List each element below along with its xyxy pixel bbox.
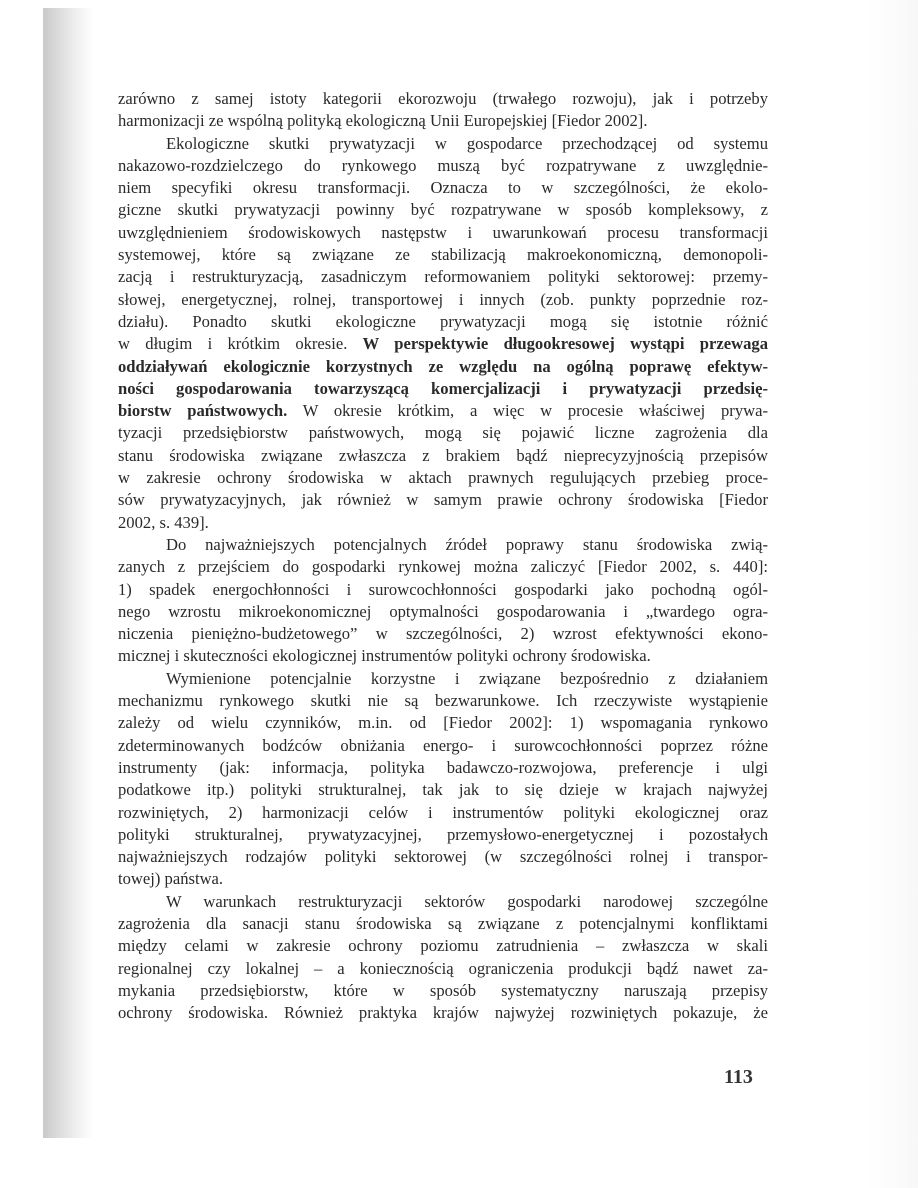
line-text: niczenia pieniężno-budżetowego” w szczególności, 2) wzrost efektywności ekono-	[118, 624, 768, 644]
line-text: W warunkach restrukturyzacji sektorów gospodarki narodowej szczególne	[166, 891, 768, 911]
text-line	[118, 110, 768, 132]
line-text: najważniejszych rodzajów polityki sektorowej (w szczególności rolnej i transpor-	[118, 847, 768, 867]
paragraph	[118, 668, 768, 891]
text-line	[118, 199, 768, 221]
text-line	[118, 645, 768, 667]
text-line	[118, 356, 768, 378]
text-line	[118, 289, 768, 311]
line-text: nego wzrostu mikroekonomicznej optymalności gospodarowania i „twardego ogra-	[118, 601, 768, 621]
line-text: W okresie krótkim, a więc w procesie właściwej prywa-	[287, 401, 768, 421]
line-text: nakazowo-rozdzielczego do rynkowego muszą być rozpatrywane z uwzględnie-	[118, 155, 768, 175]
line-text: zależy od wielu czynników, m.in. od [Fiedor 2002]: 1) wspomagania rynkowo	[118, 713, 768, 733]
text-line	[118, 935, 768, 957]
line-text: systemowej, które są związane ze stabilizacją makroekonomiczną, demonopoli-	[118, 245, 768, 265]
text-line	[118, 512, 768, 534]
text-line	[118, 868, 768, 890]
text-line	[118, 980, 768, 1002]
text-line	[118, 623, 768, 645]
line-text: ochrony środowiska. Również praktyka krajów najwyżej rozwiniętych pokazuje, że	[118, 1003, 768, 1023]
text-line	[118, 534, 768, 556]
text-line	[118, 712, 768, 734]
paragraph	[118, 88, 768, 133]
line-text: niem specyfiki okresu transformacji. Oznacza to w szczególności, że ekolo-	[118, 178, 768, 198]
line-text: harmonizacji ze wspólną polityką ekologiczną Unii Europejskiej [Fiedor 2002].	[118, 111, 648, 131]
text-line	[118, 579, 768, 601]
text-line	[118, 958, 768, 980]
line-text: giczne skutki prywatyzacji powinny być rozpatrywane w sposób kompleksowy, z	[118, 200, 768, 220]
text-line	[118, 735, 768, 757]
text-line	[118, 244, 768, 266]
text-line	[118, 1002, 768, 1024]
page-binding-shadow	[43, 8, 93, 1138]
line-text: zarówno z samej istoty kategorii ekorozwoju (trwałego rozwoju), jak i potrzeby	[118, 89, 768, 108]
line-text: podatkowe itp.) polityki strukturalnej, tak jak to się dzieje w krajach najwyżej	[118, 780, 768, 800]
line-text: zanych z przejściem do gospodarki rynkowej można zaliczyć [Fiedor 2002, s. 440]:	[118, 557, 768, 577]
text-line	[118, 133, 768, 155]
line-text: Ekologiczne skutki prywatyzacji w gospodarce przechodzącej od systemu	[166, 133, 768, 153]
line-text: zacją i restrukturyzacją, zasadniczym reformowaniem polityki sektorowej: przemy-	[118, 267, 768, 287]
line-text: regionalnej czy lokalnej – a koniecznością ograniczenia produkcji bądź nawet za-	[118, 958, 768, 978]
text-line	[118, 88, 768, 110]
text-line	[118, 311, 768, 333]
line-text: sów prywatyzacyjnych, jak również w samym prawie ochrony środowiska [Fiedor	[118, 490, 768, 510]
text-line	[118, 757, 768, 779]
page-right-edge	[868, 0, 918, 1188]
paragraph	[118, 534, 768, 668]
text-line	[118, 467, 768, 489]
paragraph	[118, 133, 768, 534]
line-text: między celami w zakresie ochrony poziomu zatrudnienia – zwłaszcza w skali	[118, 936, 768, 956]
text-line	[118, 668, 768, 690]
line-text: Do najważniejszych potencjalnych źródeł poprawy stanu środowiska zwią-	[166, 534, 768, 554]
line-text: zdeterminowanych bodźców obniżania energo- i surowcochłonności poprzez różne	[118, 735, 768, 755]
line-text: uwzględnieniem środowiskowych następstw i uwarunkowań procesu transformacji	[118, 222, 768, 242]
text-line	[118, 690, 768, 712]
line-text: micznej i skuteczności ekologicznej instrumentów polityki ochrony środowiska.	[118, 646, 651, 666]
text-line	[118, 400, 768, 422]
text-line	[118, 333, 768, 355]
bold-emphasis-text: biorstw państwowych.	[118, 401, 288, 421]
bold-emphasis-text: ności gospodarowania towarzyszącą komercjalizacji i prywatyzacji przedsię-	[118, 378, 768, 398]
text-line	[118, 422, 768, 444]
line-text: słowej, energetycznej, rolnej, transportowej i innych (zob. punkty poprzednie roz-	[118, 289, 768, 309]
line-text: polityki strukturalnej, prywatyzacyjnej, przemysłowo-energetycznej i pozostałych	[118, 824, 768, 844]
line-text: instrumenty (jak: informacja, polityka badawczo-rozwojowa, preferencje i ulgi	[118, 757, 768, 777]
text-line	[118, 489, 768, 511]
text-line	[118, 222, 768, 244]
line-text: rozwiniętych, 2) harmonizacji celów i instrumentów polityki ekologicznej oraz	[118, 802, 768, 822]
text-line	[118, 846, 768, 868]
line-text: mechanizmu rynkowego skutki nie są bezwarunkowe. Ich rzeczywiste wystąpienie	[118, 691, 768, 711]
text-line	[118, 378, 768, 400]
line-text: w zakresie ochrony środowiska w aktach prawnych regulujących przebieg proce-	[118, 468, 768, 488]
text-line	[118, 445, 768, 467]
line-text: stanu środowiska związane zwłaszcza z brakiem bądź nieprecyzyjnością przepisów	[118, 445, 768, 465]
line-text: działu). Ponadto skutki ekologiczne prywatyzacji mogą się istotnie różnić	[118, 311, 768, 331]
document-body	[118, 88, 768, 1024]
text-line	[118, 155, 768, 177]
line-text: mykania przedsiębiorstw, które w sposób systematyczny naruszają przepisy	[118, 980, 768, 1000]
text-line	[118, 824, 768, 846]
text-line	[118, 177, 768, 199]
line-text: w długim i krótkim okresie.	[118, 334, 363, 354]
page-number: 113	[724, 1066, 753, 1088]
line-text: 1) spadek energochłonności i surowcochłonności gospodarki jako pochodną ogól-	[118, 579, 768, 599]
text-line	[118, 266, 768, 288]
text-line	[118, 601, 768, 623]
bold-emphasis-text: oddziaływań ekologicznie korzystnych ze względu na ogólną poprawę efektyw-	[118, 356, 768, 376]
bold-emphasis-text: W perspektywie długookresowej wystąpi przewaga	[362, 334, 768, 354]
text-line	[118, 556, 768, 578]
text-line	[118, 779, 768, 801]
line-text: 2002, s. 439].	[118, 512, 209, 532]
text-line	[118, 913, 768, 935]
line-text: Wymienione potencjalnie korzystne i związane bezpośrednio z działaniem	[166, 668, 768, 688]
line-text: tyzacji przedsiębiorstw państwowych, mogą się pojawić liczne zagrożenia dla	[118, 423, 768, 443]
text-line	[118, 802, 768, 824]
text-line	[118, 891, 768, 913]
paragraph	[118, 891, 768, 1025]
line-text: zagrożenia dla sanacji stanu środowiska są związane z potencjalnymi konfliktami	[118, 913, 768, 933]
line-text: towej) państwa.	[118, 869, 224, 889]
